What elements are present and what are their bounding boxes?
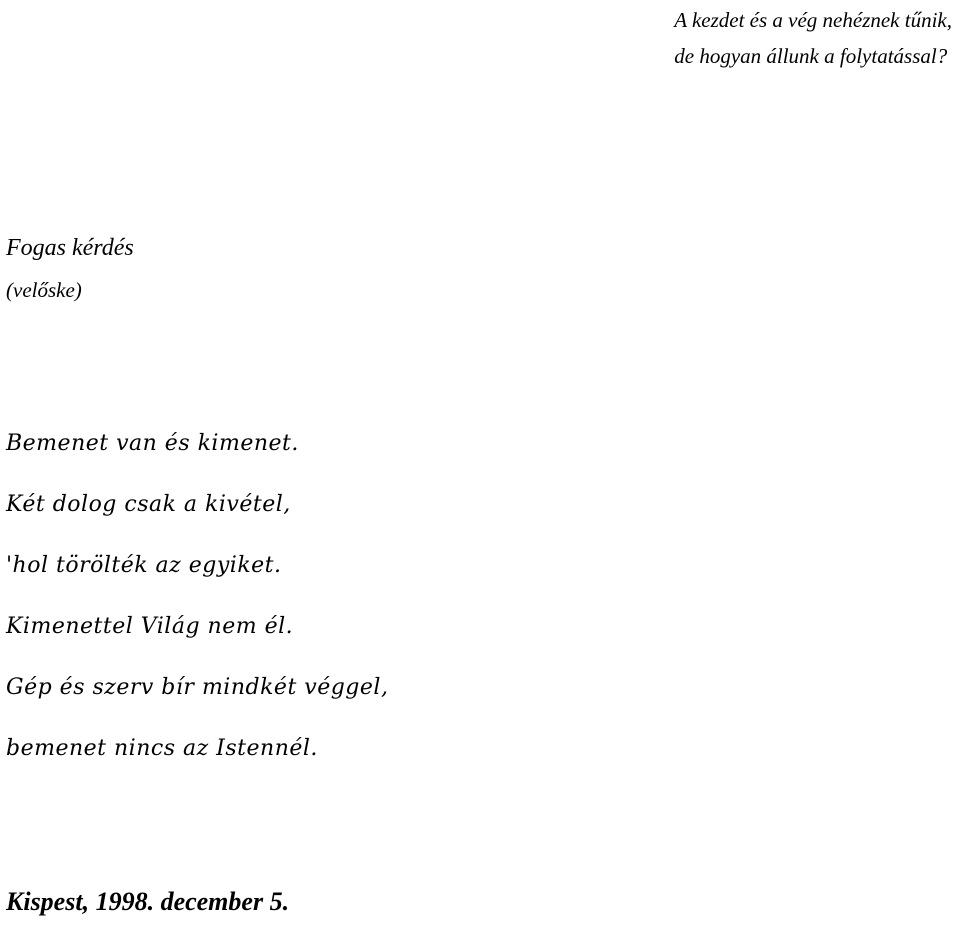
poem-line: Két dolog csak a kivétel,: [6, 492, 291, 517]
signature-date: Kispest, 1998. december 5.: [6, 887, 290, 916]
poem-line: 'hol törölték az egyiket.: [6, 553, 282, 578]
motto: [674, 2, 952, 74]
poem-line: bemenet nincs az Istennél.: [6, 736, 318, 761]
motto-line: de hogyan állunk a folytatással?: [674, 44, 948, 68]
poem-line: Gép és szerv bír mindkét véggel,: [6, 675, 389, 700]
poem-line: Bemenet van és kimenet.: [6, 431, 299, 456]
poem-subtitle: (velőske): [6, 278, 82, 302]
poem-title: Fogas kérdés: [6, 235, 134, 261]
poem-body: [6, 425, 388, 791]
poem-line: Kimenettel Világ nem él.: [6, 614, 294, 639]
motto-line: A kezdet és a vég nehéznek tűnik,: [674, 8, 952, 32]
